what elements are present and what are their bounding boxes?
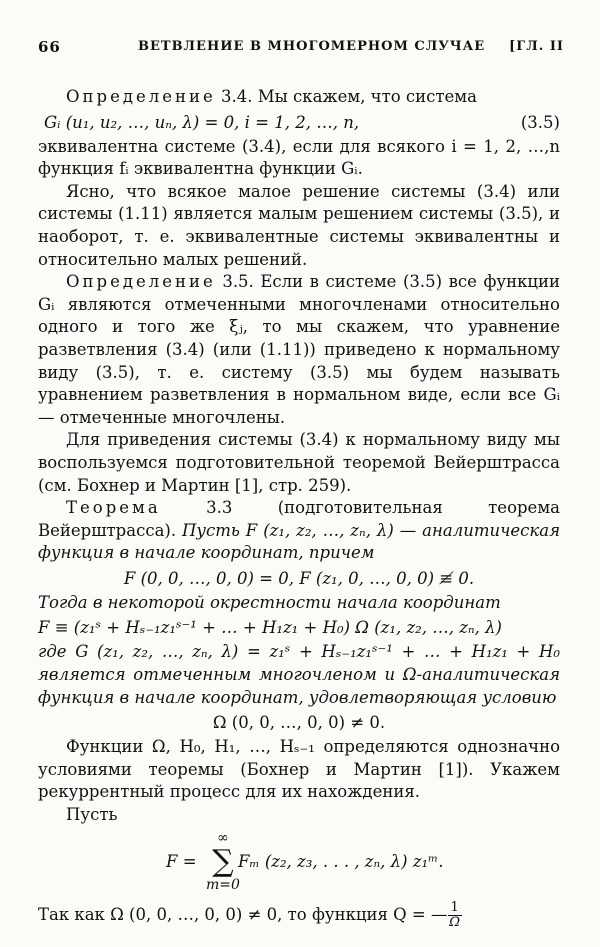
chapter-label: [ГЛ. II bbox=[509, 39, 564, 54]
paragraph: эквивалентна системе (3.4), если для всякого i = 1, 2, …,n функция fᵢ эквивалентна функции Gᵢ. bbox=[38, 136, 560, 179]
theorem-label: Теорема bbox=[66, 498, 161, 518]
equation-number: (3.5) bbox=[520, 112, 560, 132]
paragraph: Ясно, что всякое малое решение системы (3.4) или системы (1.11) является малым решением системы (3.5), и наоборот, т. е. эквивалентные системы эквивалентны и относительно малых решений. bbox=[38, 181, 560, 269]
equation-factorization: F ≡ (z₁ˢ + Hₛ₋₁z₁ˢ⁻¹ + … + H₁z₁ + H₀) Ω (z₁, z₂, …, zₙ, λ) bbox=[38, 618, 502, 638]
equation-series bbox=[38, 827, 560, 901]
paragraph: Функции Ω, H₀, H₁, …, Hₛ₋₁ определяются однозначно условиями теоремы (Бохнер и Мартин [1]). Укажем рекуррентный процесс для их нахождения. bbox=[38, 737, 560, 802]
series-rhs: Fₘ (z₂, z₃, . . . , zₙ, λ) z₁ᵐ. bbox=[238, 851, 444, 871]
equation-3-5: Gᵢ (u₁, u₂, …, uₙ, λ) = 0, i = 1, 2, …, n, (3.5) bbox=[38, 109, 560, 136]
equation-F: F (0, 0, …, 0, 0) = 0, F (z₁, 0, …, 0, 0) ≢ 0. bbox=[123, 568, 475, 588]
page-header bbox=[38, 38, 564, 60]
definition-3-4: Определение 3.4. Мы скажем, что система bbox=[66, 87, 477, 106]
definition-3-5: Определение 3.5. Если в системе (3.5) все функции Gᵢ являются отмеченными многочленами относительно одного и того же ξⱼ, то мы скажем, что уравнение разветвления (3.4) (или (1.11)) приведено к нормальному виду (3.5), т. е. систему (3.5) мы будем называть уравнением разветвления в нормальном виде, если все Gᵢ — отмеченные многочлены. bbox=[38, 272, 560, 427]
definition-label: Определение bbox=[66, 272, 216, 292]
series-lhs: F = bbox=[166, 851, 197, 871]
paragraph: где G (z₁, z₂, …, zₙ, λ) = z₁ˢ + Hₛ₋₁z₁ˢ⁻¹ + … + H₁z₁ + H₀ является отмеченным многочленом и Ω-аналитическая функция в начале координат, удовлетворяющая условию bbox=[38, 642, 560, 707]
equation-omega: Ω (0, 0, …, 0, 0) ≠ 0. bbox=[212, 713, 386, 733]
paragraph: Так как Ω (0, 0, …, 0, 0) ≠ 0, то функция Q = — $\frac{1}{\Omega}$ bbox=[38, 899, 461, 930]
paragraph: Для приведения системы (3.4) к нормальному виду мы воспользуемся подготовительной теоремой Вейерштрасса (см. Бохнер и Мартин [1], стр. 259). bbox=[38, 430, 560, 495]
paragraph: Пусть bbox=[66, 805, 118, 825]
summation-sign: ∞ ∑ m=0 bbox=[206, 829, 240, 893]
running-title: ВЕТВЛЕНИЕ В МНОГОМЕРНОМ СЛУЧАЕ bbox=[138, 39, 486, 54]
page-number: 66 bbox=[38, 38, 61, 56]
page-body bbox=[38, 86, 560, 930]
paragraph: Тогда в некоторой окрестности начала координат bbox=[38, 592, 501, 612]
theorem-3-3: Теорема 3.3 (подготовительная теорема Вейерштрасса). Пусть F (z₁, z₂, …, zₙ, λ) — аналитическая функция в начале координат, причем bbox=[38, 498, 560, 563]
fraction: $\frac{1}{\Omega}$ bbox=[449, 899, 461, 930]
definition-label: Определение bbox=[66, 87, 216, 106]
